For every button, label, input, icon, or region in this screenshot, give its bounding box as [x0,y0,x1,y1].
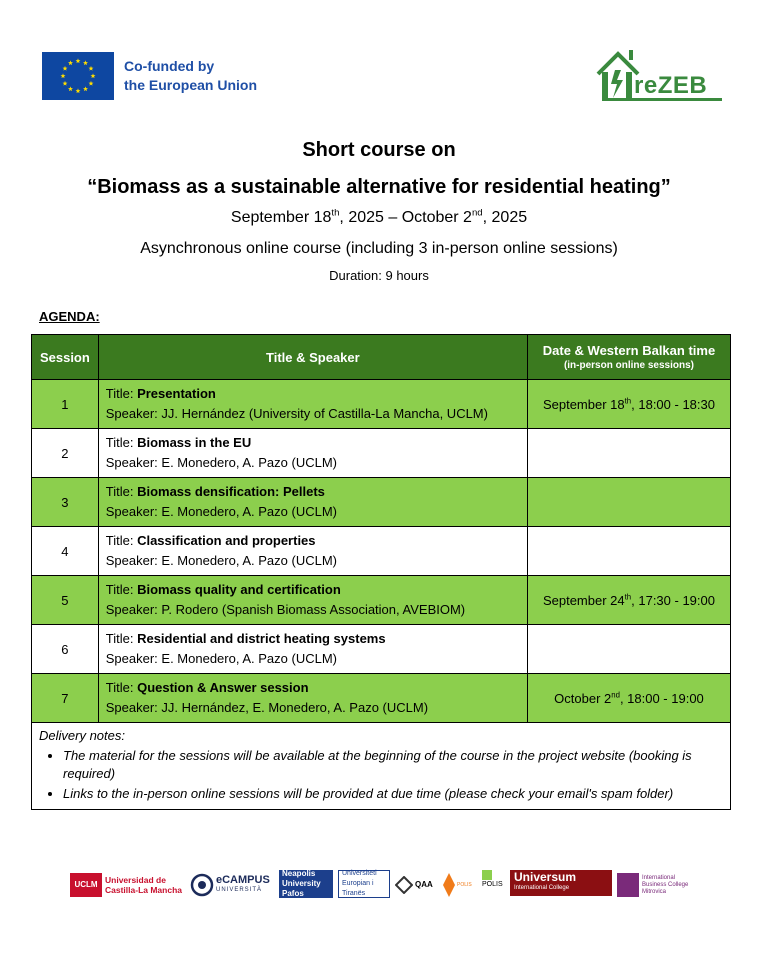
session-date: October 2nd, 18:00 - 19:00 [527,674,730,723]
ibc-mark-icon [617,873,639,897]
table-header-row [32,335,731,380]
session-date [527,478,730,527]
eu-star-icon [91,73,96,78]
ecampus-logo: eCAMPUS UNIVERSITÀ [190,870,276,900]
eu-line-2: the European Union [124,77,257,93]
delivery-notes-row [32,723,731,810]
session-title-speaker [98,674,527,723]
eu-cofunded-text [124,57,257,95]
session-number: 5 [32,576,99,625]
eu-line-1: Co-funded by [124,58,215,74]
universum-logo: Universum International College [510,870,612,896]
ecampus-icon [190,873,214,897]
course-duration: Duration: 9 hours [329,268,429,283]
uclm-logo: UCLM Universidad de Castilla-La Mancha [70,870,186,900]
session-speaker: Speaker: P. Rodero (Spanish Biomass Association, AVEBIOM) [105,602,466,617]
eu-star-icon [68,60,73,65]
session-speaker: Speaker: E. Monedero, A. Pazo (UCLM) [105,504,337,519]
table-row [32,380,731,429]
session-number: 3 [32,478,99,527]
session-title-speaker [98,478,527,527]
session-title: Title: Biomass quality and certification [105,582,341,597]
eu-star-icon [83,60,88,65]
eu-star-icon [83,86,88,91]
title-line-1: Short course on [302,139,456,161]
polis-flame-icon [443,873,455,897]
header-date: Date & Western Balkan time (in-person online sessions) [527,335,730,380]
rezeb-logo [596,48,726,104]
session-title: Title: Biomass densification: Pellets [105,484,325,499]
course-dates: September 18th, 2025 – October 2nd, 2025 [230,207,528,226]
eu-star-icon [76,58,81,63]
session-date [527,429,730,478]
course-title-block [0,136,758,286]
session-title: Title: Classification and properties [105,533,316,548]
session-title-speaker [98,625,527,674]
session-speaker: Speaker: E. Monedero, A. Pazo (UCLM) [105,651,337,666]
polis-logo-orange: POLIS [443,870,477,900]
header-title-speaker: Title & Speaker [98,335,527,380]
session-date: September 18th, 18:00 - 18:30 [527,380,730,429]
session-title-speaker [98,576,527,625]
eu-star-icon [63,81,68,86]
rezeb-text: reZEB [634,72,708,99]
session-date [527,527,730,576]
ibc-logo: International Business College Mitrovica [617,870,697,900]
eu-star-icon [68,86,73,91]
uet-logo: Universiteti Europian i Tiranës [338,870,390,898]
course-format: Asynchronous online course (including 3 in-person online sessions) [140,240,618,257]
eu-star-icon [63,66,68,71]
session-number: 4 [32,527,99,576]
session-title: Title: Presentation [105,386,216,401]
session-speaker: Speaker: JJ. Hernández (University of Castilla-La Mancha, UCLM) [105,406,488,421]
eu-flag-icon [42,52,114,100]
agenda-heading: AGENDA: [39,309,100,324]
session-number: 2 [32,429,99,478]
session-title-speaker [98,380,527,429]
eu-cofunded-logo [42,52,257,100]
session-title-speaker [98,429,527,478]
session-title: Title: Residential and district heating systems [105,631,386,646]
eu-star-icon [61,73,66,78]
eu-star-icon [76,88,81,93]
delivery-note: • The material for the sessions will be available at the beginning of the course in the project website (booking is required) [63,747,722,783]
delivery-notes-heading: Delivery notes: [39,728,125,743]
session-title: Title: Biomass in the EU [105,435,252,450]
table-row [32,429,731,478]
table-row [32,478,731,527]
course-title: “Biomass as a sustainable alternative for residential heating” [87,176,671,198]
neapolis-logo: Neapolis University Pafos [279,870,333,898]
agenda-table [31,334,731,810]
delivery-notes-list [39,747,722,803]
session-date: September 24th, 17:30 - 19:00 [527,576,730,625]
partner-logos [70,870,700,902]
qaa-icon [395,876,413,894]
session-number: 6 [32,625,99,674]
session-title-speaker [98,527,527,576]
session-number: 7 [32,674,99,723]
delivery-note: • Links to the in-person online sessions will be provided at due time (please check your email's spam folder) [63,785,722,803]
table-row [32,674,731,723]
eu-star-icon [89,66,94,71]
delivery-notes [32,723,731,810]
table-row [32,625,731,674]
session-speaker: Speaker: E. Monedero, A. Pazo (UCLM) [105,455,337,470]
header-session: Session [32,335,99,380]
session-title: Title: Question & Answer session [105,680,309,695]
eu-star-icon [89,81,94,86]
session-date [527,625,730,674]
session-number: 1 [32,380,99,429]
table-row [32,527,731,576]
polis-logo-green: POLIS [482,870,506,900]
table-row [32,576,731,625]
session-speaker: Speaker: E. Monedero, A. Pazo (UCLM) [105,553,337,568]
session-speaker: Speaker: JJ. Hernández, E. Monedero, A. Pazo (UCLM) [105,700,429,715]
uclm-mark: UCLM [70,873,102,897]
qaa-logo: QAA [395,870,439,900]
